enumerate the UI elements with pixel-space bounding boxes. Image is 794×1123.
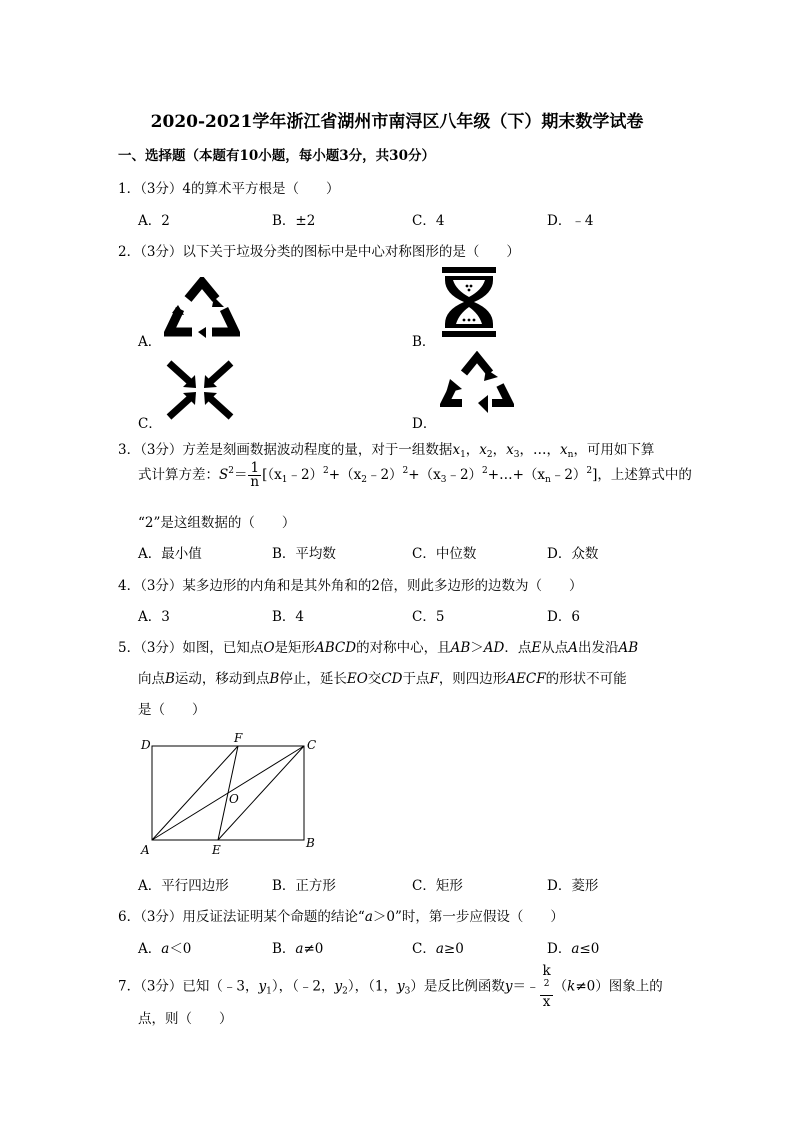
fraction-1-over-n: $\frac{1}{n}$ bbox=[250, 460, 260, 490]
label-b: B bbox=[306, 836, 315, 850]
hourglass-icon bbox=[440, 266, 498, 338]
question-5-line1: 5．（3分）如图，已知点O是矩形ABCD的对称中心，且AB＞AD．点E从点A出发沿AB bbox=[118, 640, 639, 656]
rectangle-abcd-diagram bbox=[138, 730, 328, 860]
q3-option-c: C．中位数 bbox=[412, 546, 477, 562]
q5-option-c: C．矩形 bbox=[412, 878, 463, 894]
q1-option-b: B．±2 bbox=[272, 213, 316, 229]
q4-option-b: B．4 bbox=[272, 609, 305, 625]
q3-option-a: A．最小值 bbox=[138, 546, 202, 562]
question-3-line3: “2”是这组数据的（ ） bbox=[138, 515, 296, 531]
question-7-line2: 点，则（ ） bbox=[138, 1011, 233, 1027]
q3-option-d: D．众数 bbox=[547, 546, 599, 562]
q6-option-a: A．a＜0 bbox=[138, 941, 192, 957]
q6-option-d: D．a≤0 bbox=[547, 941, 600, 957]
question-3-line1: 3．（3分）方差是刻画数据波动程度的量，对于一组数据$x_1$，$x_2$，$x_3$，…，$x_n$，可用如下算 bbox=[118, 442, 655, 460]
q4-option-c: C．5 bbox=[412, 609, 445, 625]
q2-option-c: C． bbox=[138, 416, 162, 432]
recycle-arrows-icon bbox=[440, 351, 514, 417]
label-c: C bbox=[307, 738, 317, 752]
q5-option-d: D．菱形 bbox=[547, 878, 599, 894]
label-f: F bbox=[234, 731, 243, 745]
fraction-k2-over-x: k $^2$ x bbox=[542, 963, 551, 1010]
q4-option-a: A．3 bbox=[138, 609, 170, 625]
q2-option-b: B． bbox=[412, 334, 436, 350]
q5-option-b: B．正方形 bbox=[272, 878, 336, 894]
page-title: 2020-2021学年浙江省湖州市南浔区八年级（下）期末数学试卷 bbox=[150, 112, 644, 132]
label-d: D bbox=[141, 738, 151, 752]
q1-option-d: D．﹣4 bbox=[547, 213, 594, 229]
question-2-stem: 2．（3分）以下关于垃圾分类的图标中是中心对称图形的是（ ） bbox=[118, 244, 520, 260]
question-4-stem: 4．（3分）某多边形的内角和是其外角和的2倍，则此多边形的边数为（ ） bbox=[118, 578, 583, 594]
q4-option-d: D．6 bbox=[547, 609, 580, 625]
q3-option-b: B．平均数 bbox=[272, 546, 336, 562]
question-1-stem: 1．（3分）4的算术平方根是（ ） bbox=[118, 181, 340, 197]
q1-option-a: A．2 bbox=[138, 213, 170, 229]
question-6-stem: 6．（3分）用反证法证明某个命题的结论“a＞0”时，第一步应假设（ ） bbox=[118, 909, 564, 925]
q6-option-c: C．a≥0 bbox=[412, 941, 464, 957]
inward-arrows-icon bbox=[166, 360, 234, 420]
question-5-line2: 向点B运动，移动到点B停止，延长EO交CD于点F，则四边形AECF的形状不可能 bbox=[138, 671, 627, 687]
question-3-formula: 式计算方差：$S^2=$ $\frac{1}{n}$ $[(x_1﹣2)^2+(x_2﹣2)^2+(x_3﹣2)^2+\dots+(x_n﹣2)^2]$，上述算式中的 bbox=[138, 460, 692, 490]
recycle-triangle-icon bbox=[164, 277, 240, 339]
section-heading: 一、选择题（本题有10小题，每小题3分，共30分） bbox=[118, 148, 435, 164]
question-7-line1: 7．（3分）已知（﹣3，$y_1$），（﹣2，$y_2$），（1，$y_3$）是反比例函数y＝﹣ k $^2$ x （k≠0）图象上的 bbox=[118, 963, 663, 1010]
q1-option-c: C．4 bbox=[412, 213, 445, 229]
q2-option-d: D． bbox=[412, 416, 437, 432]
q5-option-a: A．平行四边形 bbox=[138, 878, 229, 894]
question-5-line3: 是（ ） bbox=[138, 702, 206, 718]
q6-option-b: B．a≠0 bbox=[272, 941, 324, 957]
label-o: O bbox=[229, 792, 239, 806]
label-a: A bbox=[141, 843, 150, 857]
q2-option-a: A． bbox=[138, 334, 162, 350]
label-e: E bbox=[212, 843, 221, 857]
